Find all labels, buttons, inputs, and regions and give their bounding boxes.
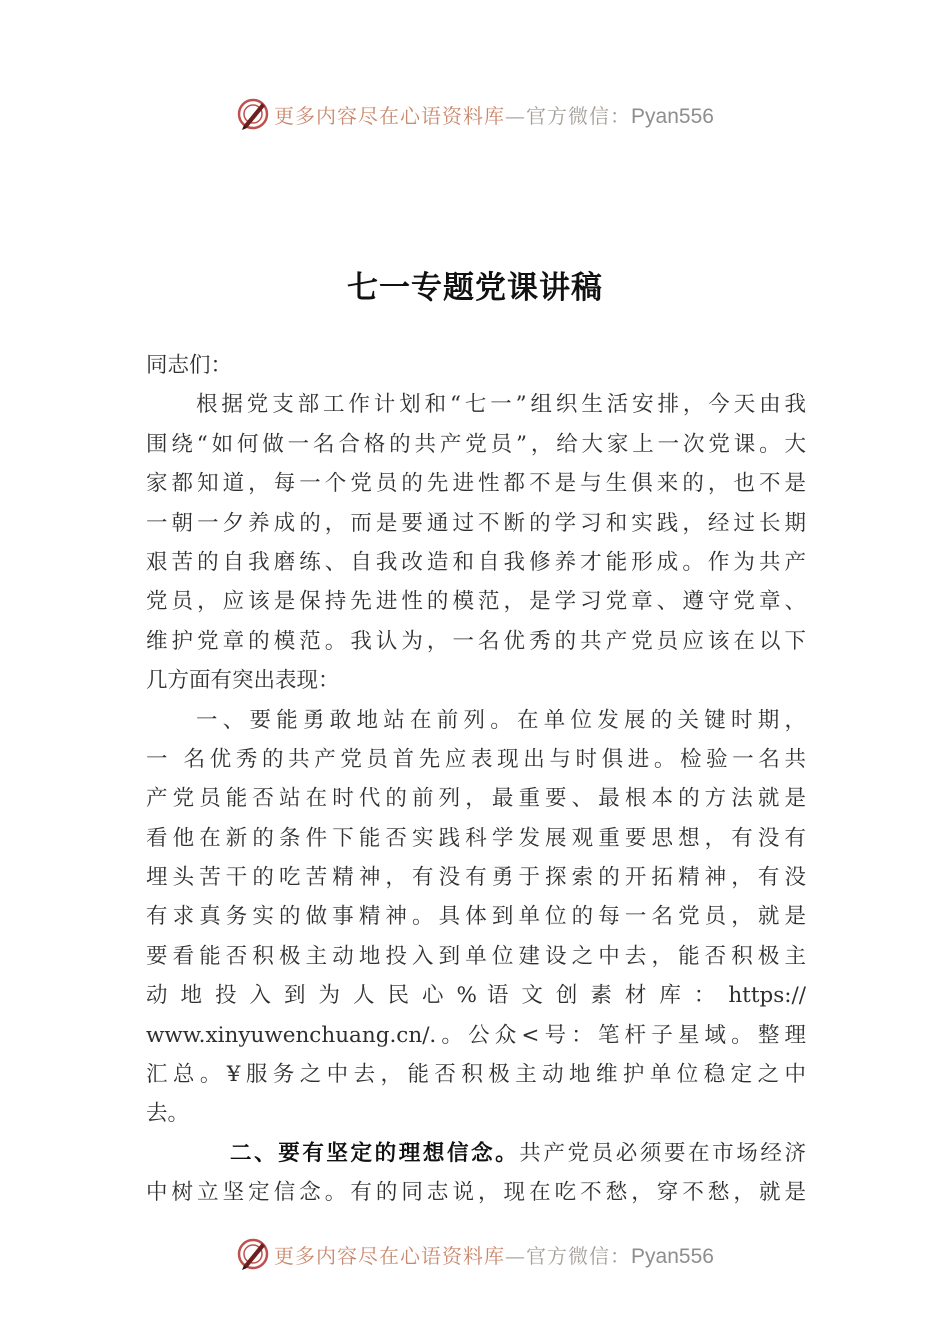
text-line: 家都知道，每一个党员的先进性都不是与生俱来的，也不是 bbox=[146, 471, 806, 497]
banner-text: 更多内容尽在心语资料库—官方微信：Pyan556 bbox=[274, 1243, 714, 1268]
paragraph-3 bbox=[146, 1134, 806, 1213]
text-line: 一朝一夕养成的，而是要通过不断的学习和实践，经过长期 bbox=[146, 510, 806, 536]
text-line: 汇总。¥服务之中去，能否积极主动地维护单位稳定之中 bbox=[146, 1062, 806, 1088]
text-line: 去。 bbox=[146, 1101, 190, 1127]
text-line: 根据党支部工作计划和“七一”组织生活安排，今天由我 bbox=[196, 392, 806, 418]
document-body bbox=[146, 346, 806, 1213]
paragraph-1 bbox=[146, 385, 806, 700]
header-watermark-banner bbox=[0, 94, 950, 134]
text-line: 几方面有突出表现： bbox=[146, 668, 340, 694]
text-line: 有求真务实的做事精神。具体到单位的每一名党员，就是 bbox=[146, 904, 806, 930]
text-line: 动 地 投 入 到 为 人 民 心 % 语 文 创 素 材 库 ： https:// bbox=[146, 983, 806, 1009]
text-line: 一、要能勇敢地站在前列。在单位发展的关键时期， bbox=[196, 707, 806, 733]
text-line: 维护党章的模范。我认为，一名优秀的共产党员应该在以下 bbox=[146, 628, 806, 654]
pen-logo-icon bbox=[236, 1237, 270, 1271]
pen-logo-icon bbox=[236, 97, 270, 131]
text-line: 艰苦的自我磨练、自我改造和自我修养才能形成。作为共产 bbox=[146, 549, 806, 575]
text-line: 中树立坚定信念。有的同志说，现在吃不愁，穿不愁，就是 bbox=[146, 1180, 806, 1206]
text-line: 党员，应该是保持先进性的模范，是学习党章、遵守党章、 bbox=[146, 589, 806, 615]
text-line: 要看能否积极主动地投入到单位建设之中去，能否积极主 bbox=[146, 943, 806, 969]
section-heading-2: 二、要有坚定的理想信念。 bbox=[230, 1140, 520, 1166]
paragraph-2 bbox=[146, 701, 806, 1134]
text-line: 一 名优秀的共产党员首先应表现出与时俱进。检验一名共 bbox=[146, 746, 806, 772]
text-line: 围绕“如何做一名合格的共产党员”，给大家上一次党课。大 bbox=[146, 431, 806, 457]
text-line: 产党员能否站在时代的前列，最重要、最根本的方法就是 bbox=[146, 786, 806, 812]
salutation: 同志们： bbox=[146, 353, 233, 378]
text-line bbox=[146, 1134, 806, 1173]
banner-text: 更多内容尽在心语资料库—官方微信：Pyan556 bbox=[274, 103, 714, 128]
document-title: 七一专题党课讲稿 bbox=[347, 270, 603, 306]
text-line: 埋头苦干的吃苦精神，有没有勇于探索的开拓精神，有没 bbox=[146, 865, 806, 891]
text-line: 看他在新的条件下能否实践科学发展观重要思想，有没有 bbox=[146, 825, 806, 851]
text-line: www.xinyuwenchuang.cn/.。公众<号：笔杆子星域。整理 bbox=[146, 1022, 806, 1048]
text-run: 共产党员必须要在市场经济 bbox=[519, 1140, 806, 1166]
footer-watermark-banner bbox=[0, 1234, 950, 1274]
